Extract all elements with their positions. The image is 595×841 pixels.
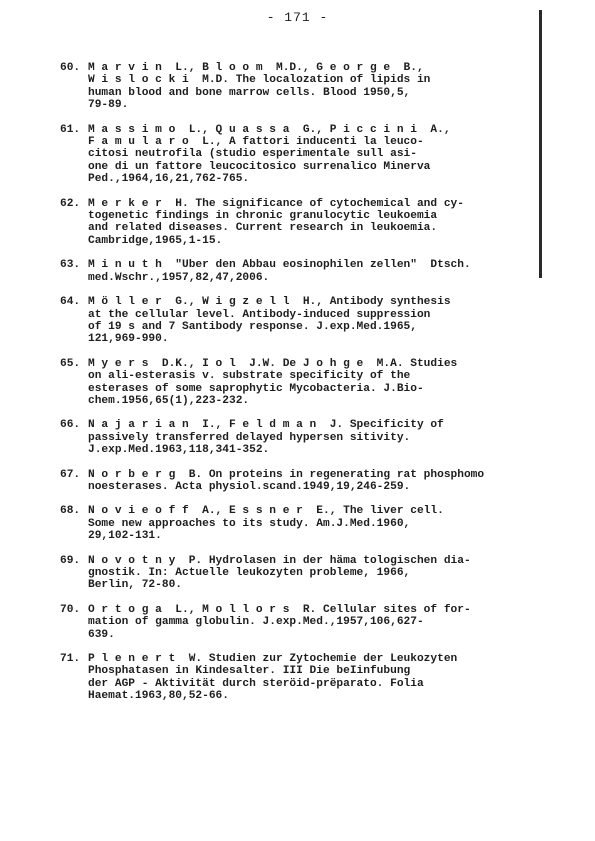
reference-entry [60,62,540,112]
reference-entry [60,469,540,494]
reference-text [88,653,540,703]
reference-line: noesterases. Acta physiol.scand.1949,19,246-259. [88,480,411,493]
reference-text [88,555,540,592]
reference-text [88,124,540,186]
reference-text [88,198,540,248]
reference-number: 63. [60,259,81,272]
reference-entry [60,358,540,408]
reference-number: 69. [60,554,81,567]
reference-number: 64. [60,296,81,309]
reference-text [88,358,540,408]
reference-line: N o v o t n y P. Hydrolasen in der häma tologischen dia- [88,554,471,567]
reference-entry [60,604,540,641]
reference-number: 68. [60,505,81,518]
reference-line: M a r v i n L., B l o o m M.D., G e o r g e B., [88,62,424,74]
reference-text [88,469,540,494]
reference-line: O r t o g a L., M o l l o r s R. Cellular sites of for- [88,603,471,616]
reference-line: F a m u l a r o L., A fattori inducenti la leuco- [88,136,424,149]
reference-line: Ped.,1964,16,21,762-765. [88,173,250,186]
reference-line: citosi neutrofila (studio esperimentale sull asi- [88,148,417,161]
reference-line: 121,969-990. [88,333,169,346]
reference-entry [60,198,540,248]
reference-line: N o v i e o f f A., E s s n e r E., The liver cell. [88,505,444,518]
reference-line: at the cellular level. Antibody-induced suppression [88,308,431,321]
reference-line: der AGP - Aktivität durch steröid-prëparato. Folia [88,677,424,690]
reference-entry [60,505,540,542]
reference-line: M e r k e r H. The significance of cytochemical and cy- [88,197,464,210]
reference-line: Phosphatasen in Kindesalter. III Die beIinfubung [88,665,411,678]
reference-line: M a s s i m o L., Q u a s s a G., P i c c i n i A., [88,123,451,136]
reference-line: M i n u t h "Uber den Abbau eosinophilen zellen" Dtsch. [88,259,471,272]
reference-line: chem.1956,65(1),223-232. [88,394,250,407]
reference-entry [60,653,540,703]
reference-line: Some new approaches to its study. Am.J.Med.1960, [88,517,411,530]
reference-line: mation of gamma globulin. J.exp.Med.,1957,106,627- [88,616,424,629]
reference-line: W i s l o c k i M.D. The localozation of lipids in [88,74,431,87]
reference-number: 61. [60,123,81,136]
reference-line: Cambridge,1965,1-15. [88,234,223,247]
reference-line: N o r b e r g B. On proteins in regenerating rat phosphomo [88,468,485,481]
reference-list [60,62,540,703]
reference-number: 66. [60,419,81,432]
reference-line: 29,102-131. [88,530,162,543]
page-number: - 171 - [266,10,329,25]
reference-line: and related diseases. Current research in leukoemia. [88,222,438,235]
reference-entry [60,296,540,346]
reference-line: P l e n e r t W. Studien zur Zytochemie der Leukozyten [88,653,458,666]
reference-line: M y e r s D.K., I o l J.W. De J o h g e M.A. Studies [88,357,458,370]
reference-line: esterases of some saprophytic Mycobacteria. J.Bio- [88,382,424,395]
reference-line: med.Wschr.,1957,82,47,2006. [88,271,270,284]
reference-entry [60,419,540,456]
reference-line: of 19 s and 7 Santibody response. J.exp.Med.1965, [88,320,417,333]
reference-entry [60,124,540,186]
reference-number: 60. [60,62,81,74]
reference-line: togenetic findings in chronic granulocytic leukoemia [88,210,438,223]
reference-line: N a j a r i a n I., F e l d m a n J. Specificity of [88,419,444,432]
reference-text [88,62,540,112]
reference-text [88,419,540,456]
reference-line: 79-89. [88,99,129,112]
reference-line: gnostik. In: Actuelle leukozyten probleme, 1966, [88,567,411,579]
reference-line: Haemat.1963,80,52-66. [88,690,229,703]
reference-entry [60,555,540,592]
reference-line: human blood and bone marrow cells. Blood 1950,5, [88,86,411,99]
reference-number: 62. [60,197,81,210]
reference-line: passively transferred delayed hypersen sitivity. [88,431,411,444]
reference-line: M ö l l e r G., W i g z e l l H., Antibody synthesis [88,296,451,309]
reference-number: 67. [60,468,81,481]
reference-text [88,505,540,542]
reference-line: one di un fattore leucocitosico surrenalico Minerva [88,160,431,173]
reference-number: 71. [60,653,81,666]
reference-line: on ali-esterasis v. substrate specificity of the [88,370,411,383]
reference-number: 65. [60,357,81,370]
reference-entry [60,259,540,284]
reference-text [88,259,540,284]
reference-number: 70. [60,603,81,616]
reference-line: 639. [88,628,115,641]
reference-text [88,604,540,641]
reference-line: J.exp.Med.1963,118,341-352. [88,444,270,457]
reference-line: Berlin, 72-80. [88,579,182,592]
reference-text [88,296,540,346]
